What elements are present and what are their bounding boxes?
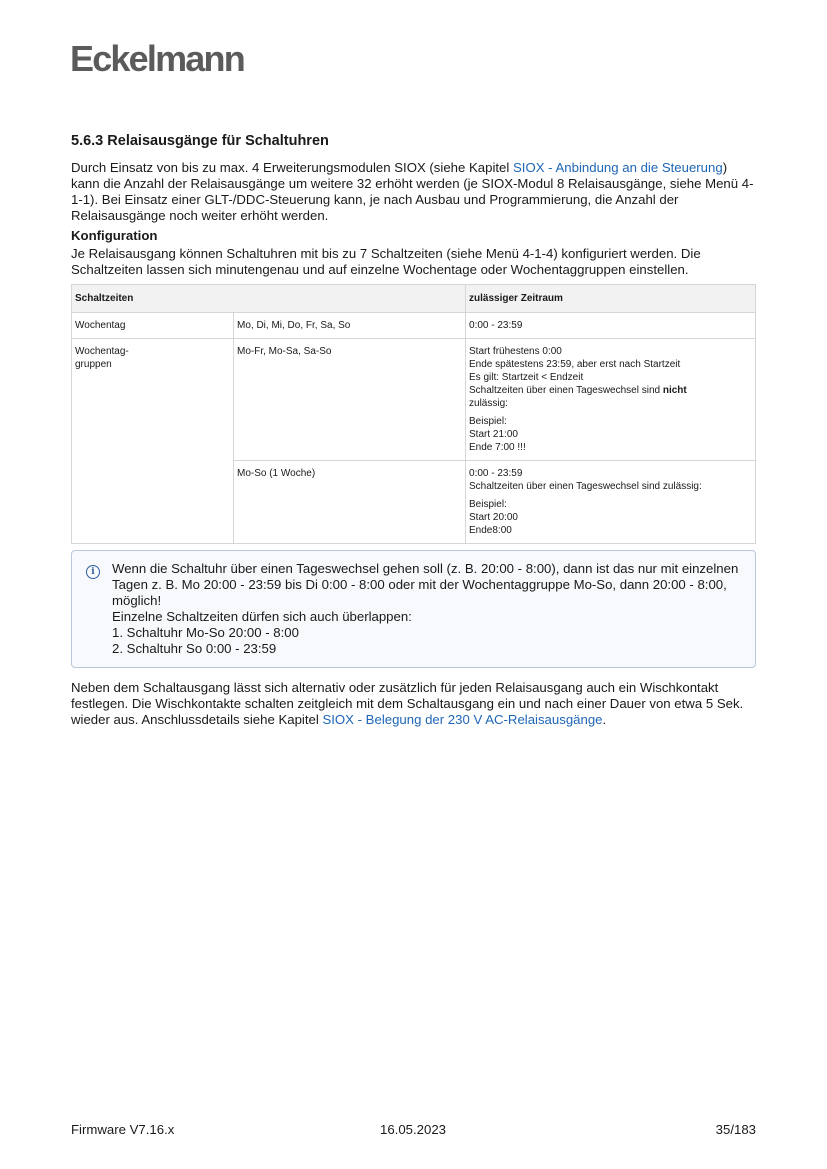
schaltzeiten-table [71, 284, 756, 544]
emphasis-nicht: nicht [662, 385, 687, 396]
header-zeitraum: zulässiger Zeitraum [466, 285, 756, 313]
cell-text: Wochentag- [75, 346, 129, 357]
cell-group-rules [466, 339, 756, 461]
page-content [71, 133, 756, 728]
para-text-start: Neben dem Schaltausgang lässt sich alternativ oder zusätzlich für jeden Relaisausgang auch ein Wischkontakt festlegen. Die Wischkontakte schalten zeitgleich mit dem Schaltausgang ein und nach einer Dauer von etwa 5 Sek. wieder aus. Anschlussdetails siehe Kapitel [71, 680, 744, 727]
cell-line: Es gilt: Startzeit < Endzeit [469, 372, 584, 383]
subheading-konfiguration: Konfiguration [71, 228, 158, 243]
wischkontakt-paragraph [71, 680, 756, 728]
cell-line: 0:00 - 23:59 [469, 468, 523, 479]
cell-wochentaggruppen [72, 339, 234, 544]
intro-text-start: Durch Einsatz von bis zu max. 4 Erweiterungsmodulen SIOX (siehe Kapitel [71, 160, 513, 175]
cell-line: Start 21:00 [469, 429, 518, 440]
footer-firmware: Firmware V7.16.x [71, 1122, 175, 1137]
intro-text-end: ) kann die Anzahl der Relaisausgänge um weitere 32 erhöht werden (je SIOX-Modul 8 Relaisausgänge, siehe Menü 4-1-1). Bei Einsatz einer GLT-/DDC-Steuerung kann, je nach Ausbau und Programmierung, die Anzahl der Relaisausgänge noch weiter erhöht werden. [71, 160, 754, 223]
footer-page-number: 35/183 [715, 1122, 756, 1137]
cell-text: Schaltzeiten über einen Tageswechsel sind [469, 385, 663, 396]
example-label: Beispiel: [469, 499, 507, 510]
para-text-end: . [602, 712, 607, 727]
footer-date: 16.05.2023 [380, 1122, 447, 1137]
cell-week: Mo-So (1 Woche) [234, 461, 466, 544]
siox-belegung-link[interactable]: SIOX - Belegung der 230 V AC-Relaisausgänge [322, 712, 603, 727]
cell-line: Ende 7:00 !!! [469, 442, 526, 453]
cell-line: Start frühestens 0:00 [469, 346, 562, 357]
section-title: Relaisausgänge für Schaltuhren [107, 133, 329, 149]
table-header-row [72, 285, 756, 313]
intro-paragraph [71, 160, 756, 224]
note-text: Einzelne Schaltzeiten dürfen sich auch überlappen: [112, 609, 412, 624]
cell-line [469, 384, 752, 397]
info-note [71, 550, 756, 668]
note-text: Wenn die Schaltuhr über einen Tageswechsel gehen soll (z. B. 20:00 - 8:00), dann ist das nur mit einzelnen Tagen z. B. Mo 20:00 - 23:59 bis Di 0:00 - 8:00 oder mit der Wochentaggruppe Mo-So, dann 20:00 - 8:00, möglich! [112, 561, 739, 608]
cell-line: Start 20:00 [469, 512, 518, 523]
table-row [72, 313, 756, 339]
cell-range: 0:00 - 23:59 [466, 313, 756, 339]
note-text: 1. Schaltuhr Mo-So 20:00 - 8:00 [112, 625, 299, 640]
info-icon: i [86, 565, 100, 579]
cell-text: gruppen [75, 359, 112, 370]
example-label: Beispiel: [469, 416, 507, 427]
cell-line: zulässig: [469, 398, 508, 409]
cell-wochentag: Wochentag [72, 313, 234, 339]
cell-line: Ende8:00 [469, 525, 512, 536]
cell-days: Mo, Di, Mi, Do, Fr, Sa, So [234, 313, 466, 339]
cell-week-rules [466, 461, 756, 544]
siox-anbindung-link[interactable]: SIOX - Anbindung an die Steuerung [513, 160, 723, 175]
company-logo: Eckelmann [70, 38, 244, 79]
note-text: 2. Schaltuhr So 0:00 - 23:59 [112, 641, 277, 656]
cell-line: Ende spätestens 23:59, aber erst nach Startzeit [469, 359, 681, 370]
table-row [72, 339, 756, 461]
cell-line: Schaltzeiten über einen Tageswechsel sind zulässig: [469, 481, 702, 492]
section-number: 5.6.3 [71, 133, 104, 149]
section-heading [71, 133, 756, 149]
cell-groups: Mo-Fr, Mo-Sa, Sa-So [234, 339, 466, 461]
header-schaltzeiten: Schaltzeiten [72, 285, 466, 313]
config-paragraph: Je Relaisausgang können Schaltuhren mit bis zu 7 Schaltzeiten (siehe Menü 4-1-4) konfiguriert werden. Die Schaltzeiten lassen sich minutengenau und auf einzelne Wochentage oder Wochentaggruppen einstellen. [71, 246, 701, 277]
